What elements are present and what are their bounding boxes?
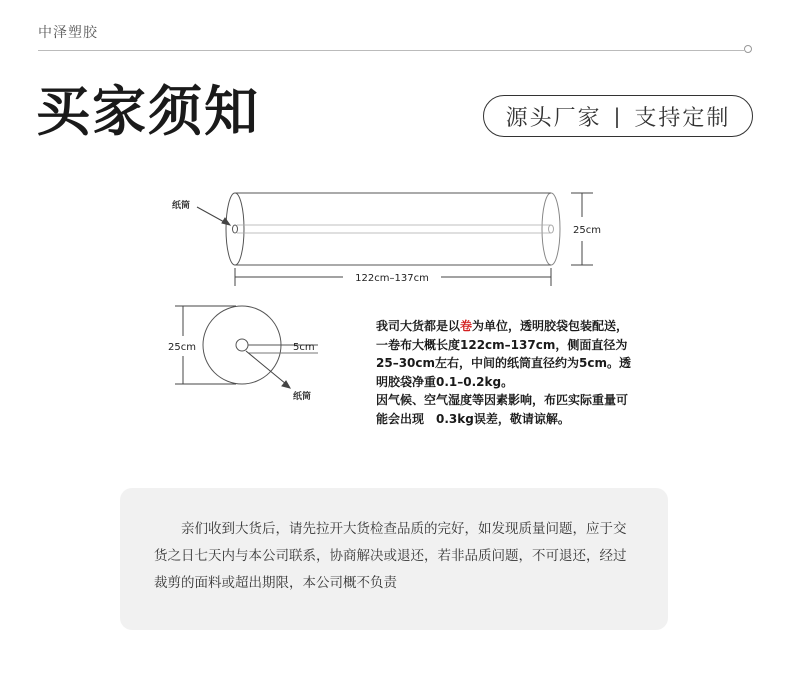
tube-label-top-arrow bbox=[197, 207, 230, 225]
shipping-info-text bbox=[376, 317, 638, 428]
tube-label-bottom: 纸筒 bbox=[293, 392, 312, 402]
length-label: 122cm–137cm bbox=[355, 273, 429, 284]
info-highlight: 卷 bbox=[460, 319, 473, 333]
front-diameter-label: 25cm bbox=[168, 342, 196, 353]
info-text-before: 我司大货都是以 bbox=[376, 319, 461, 333]
info-line2: 因气候、空气湿度等因素影响，布匹实际重量可能会出现 0.3kg误差，敬请谅解。 bbox=[376, 393, 629, 426]
info-text-after: 为单位，透明胶袋包装配送，一卷布大概长度122cm–137cm，侧面直径为25–30cm左右，中间的纸筒直径约为5cm。透明胶袋净重0.1–0.2kg。 bbox=[376, 319, 631, 389]
pill-right-text: 支持定制 bbox=[634, 105, 731, 131]
buyer-notice-box bbox=[120, 488, 668, 630]
core-label: 5cm bbox=[293, 342, 315, 353]
side-diameter-label: 25cm bbox=[573, 225, 601, 236]
tube-label-top: 纸筒 bbox=[172, 201, 191, 211]
notice-text: 亲们收到大货后，请先拉开大货检查品质的完好，如发现质量问题，应于交货之日七天内与本公司联系，协商解决或退还，若非品质问题，不可退还，经过裁剪的面料或超出期限，本公司概不负责 bbox=[154, 521, 627, 591]
pill-separator: | bbox=[613, 104, 623, 128]
page-title: 买家须知 bbox=[36, 80, 260, 143]
brand-name: 中泽塑胶 bbox=[38, 25, 98, 41]
pill-left-text: 源头厂家 bbox=[505, 105, 602, 131]
roll-side-view bbox=[226, 193, 560, 265]
